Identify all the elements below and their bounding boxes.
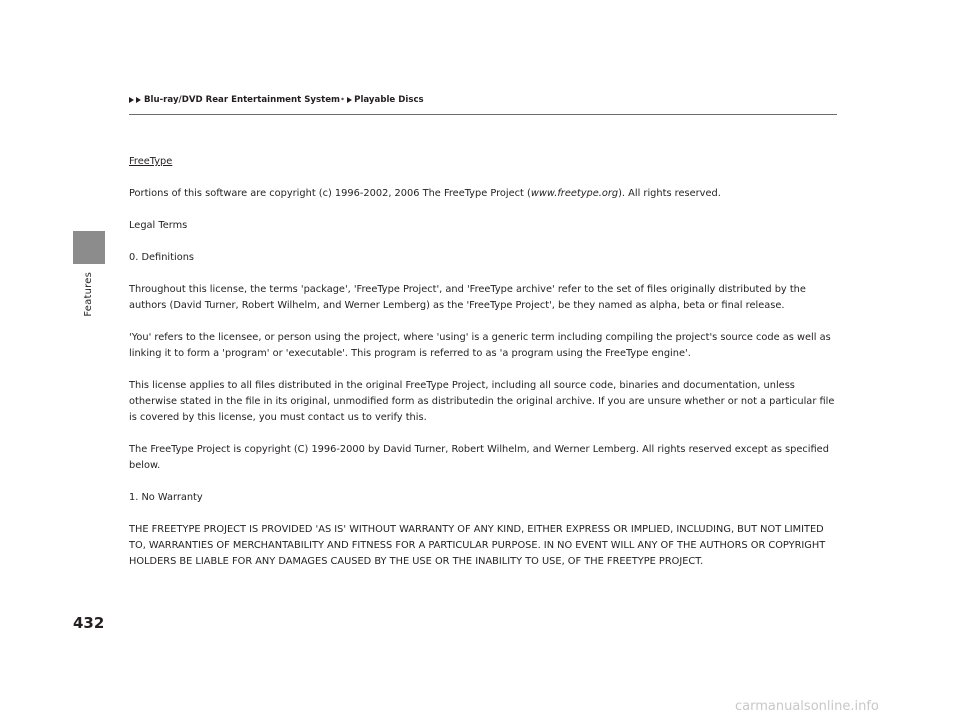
footnote-marker: *: [341, 96, 345, 104]
triangle-right-icon: [347, 97, 352, 103]
header-divider: [129, 114, 837, 115]
section-tab: [73, 231, 105, 264]
breadcrumb-section[interactable]: Blu-ray/DVD Rear Entertainment System: [144, 95, 341, 105]
section-label: Features: [83, 272, 94, 317]
definitions-paragraph: The FreeType Project is copyright (C) 1996-2000 by David Turner, Robert Wilhelm, and Werner Lemberg. All rights reserved except as specified below.: [129, 444, 829, 471]
triangle-right-icon: [136, 97, 141, 103]
warranty-heading: 1. No Warranty: [129, 492, 203, 503]
definitions-paragraph: Throughout this license, the terms 'package', 'FreeType Project', and 'FreeType archive' refer to the set of files originally distributed by the authors (David Turner, Robert Wilhelm, and Werner Lemberg) as the 'FreeType Project', be they named as alpha, beta or final release.: [129, 284, 806, 311]
license-content: [129, 154, 839, 586]
page-number: 432: [73, 614, 105, 632]
breadcrumb-subsection[interactable]: Playable Discs: [354, 95, 424, 105]
section-heading: [129, 154, 839, 170]
warranty-paragraph: THE FREETYPE PROJECT IS PROVIDED 'AS IS' WITHOUT WARRANTY OF ANY KIND, EITHER EXPRESS OR IMPLIED, INCLUDING, BUT NOT LIMITED TO, WARRANTIES OF MERCHANTABILITY AND FITNESS FOR A PARTICULAR PURPOSE. IN NO EVENT WILL ANY OF THE AUTHORS OR COPYRIGHT HOLDERS BE LIABLE FOR ANY DAMAGES CAUSED BY THE USE OR THE INABILITY TO USE, OF THE FREETYPE PROJECT.: [129, 524, 826, 567]
definitions-heading: 0. Definitions: [129, 252, 195, 263]
definitions-paragraph: 'You' refers to the licensee, or person using the project, where 'using' is a generic term including compiling the project's source code as well as linking it to form a 'program' or 'executable'. This program is referred to as 'a program using the FreeType engine'.: [129, 332, 831, 359]
breadcrumb: [129, 95, 424, 105]
watermark: carmanualsonline.info: [735, 699, 879, 714]
definitions-paragraph: This license applies to all files distributed in the original FreeType Project, including all source code, binaries and documentation, unless otherwise stated in the file in its original, unmodified form as distributedin the original archive. If you are unsure whether or not a particular file is covered by this license, you must contact us to verify this.: [129, 380, 835, 423]
triangle-right-icon: [129, 97, 134, 103]
freetype-heading: FreeType: [129, 156, 173, 167]
legal-terms-heading: Legal Terms: [129, 220, 188, 231]
copyright-suffix: ). All rights reserved.: [618, 188, 721, 199]
freetype-url: www.freetype.org: [530, 188, 619, 199]
copyright-notice: [129, 186, 839, 202]
copyright-prefix: Portions of this software are copyright (c) 1996-2002, 2006 The FreeType Project (: [129, 188, 531, 199]
